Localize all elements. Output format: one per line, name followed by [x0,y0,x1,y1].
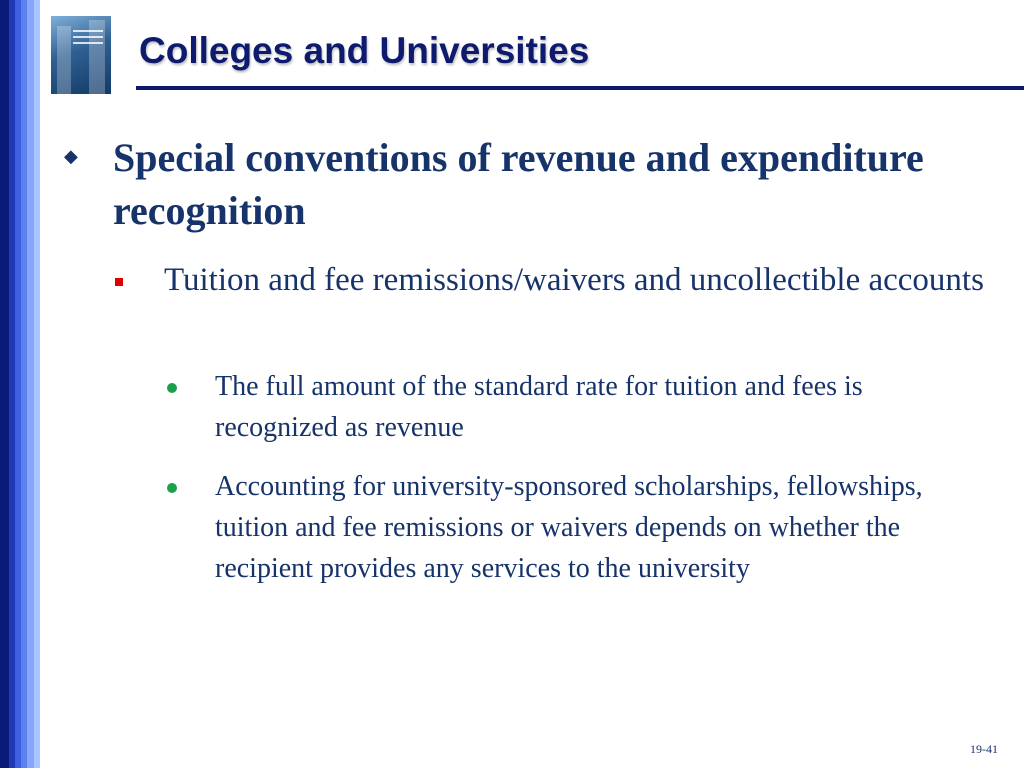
diamond-icon: ◆ [64,146,78,166]
bullet-level2-text: Tuition and fee remissions/waivers and uncollectible accounts [164,262,984,298]
bullet-level3-text: The full amount of the standard rate for tuition and fees is recognized as revenue [215,371,863,443]
page-number: 19-41 [970,742,998,756]
title-underline [136,86,1024,90]
square-icon [115,278,123,286]
left-decorative-bars [0,0,40,768]
circle-icon [167,483,177,493]
book-cover-thumbnail [51,16,111,94]
circle-icon [167,383,177,393]
bullet-level1-text: Special conventions of revenue and expenditure recognition [113,135,924,233]
bullet-level3-text: Accounting for university-sponsored scholarships, fellowships, tuition and fee remissions or waivers depends on whether the recipient provides any services to the university [215,471,923,584]
slide-title: Colleges and Universities [139,30,590,71]
